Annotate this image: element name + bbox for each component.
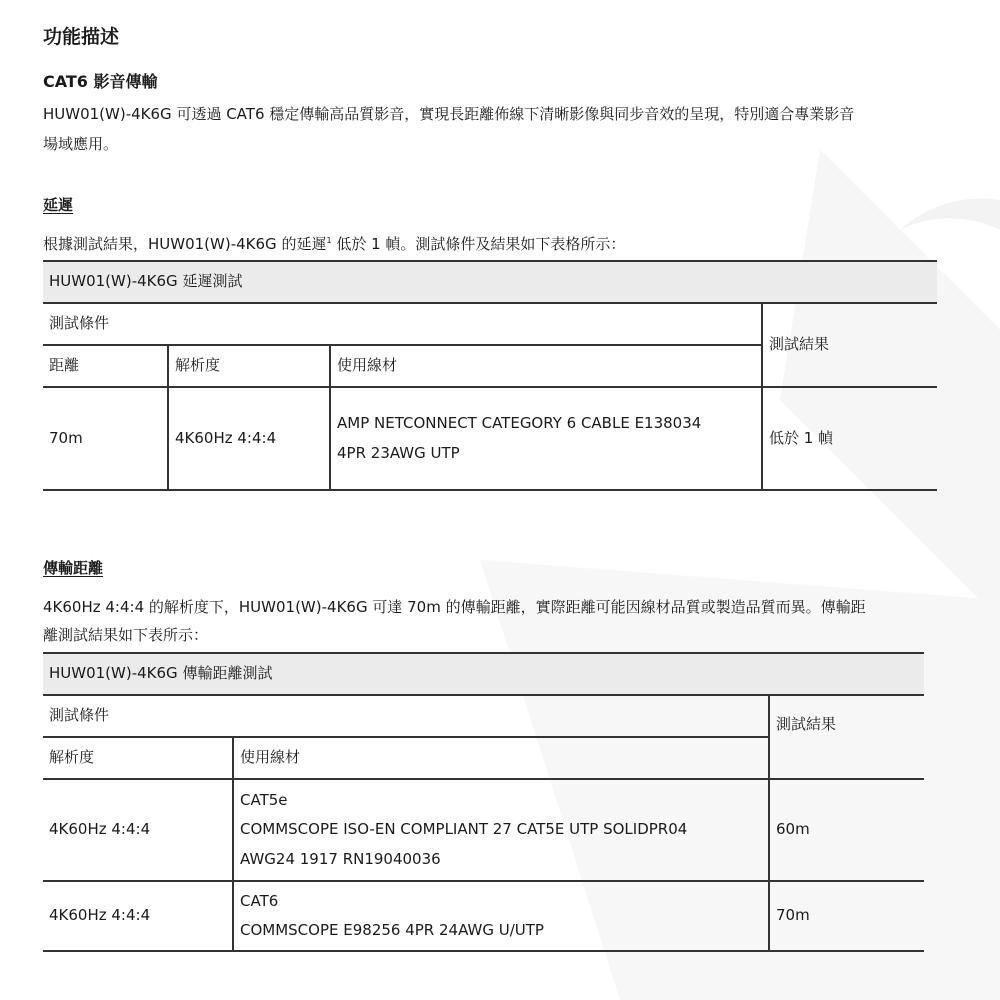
latency-cable-line1: AMP NETCONNECT CATEGORY 6 CABLE E138034 <box>337 414 702 433</box>
distance-row1-resolution: 4K60Hz 4:4:4 <box>43 779 233 881</box>
distance-row2-cable <box>233 881 769 951</box>
latency-result-header: 測試結果 <box>762 303 937 387</box>
distance-table-title: HUW01(W)-4K6G 傳輸距離測試 <box>43 653 924 695</box>
distance-row2-cable-line1: CAT6 <box>240 891 279 910</box>
page-title: 功能描述 <box>43 26 120 48</box>
latency-intro-a: 根據測試結果，HUW01(W)-4K6G 的延遲 <box>43 235 327 253</box>
distance-col-resolution: 解析度 <box>43 737 233 779</box>
latency-intro-b: 低於 1 幀。測試條件及結果如下表格所示： <box>331 235 626 253</box>
distance-row1-result: 60m <box>769 779 924 881</box>
section-heading-cat6: CAT6 影音傳輸 <box>43 72 158 91</box>
distance-row1-cable-line2: COMMSCOPE ISO-EN COMPLIANT 27 CAT5E UTP SOLIDPR04 <box>240 820 688 839</box>
latency-col-cable: 使用線材 <box>330 345 762 387</box>
distance-row1-cable-line3: AWG24 1917 RN19040036 <box>240 849 441 868</box>
latency-table <box>43 260 937 491</box>
latency-row-cable <box>330 387 762 490</box>
distance-paragraph-line2: 離測試結果如下表所示： <box>43 626 209 644</box>
distance-table <box>43 652 924 952</box>
latency-col-distance: 距離 <box>43 345 168 387</box>
latency-row-resolution: 4K60Hz 4:4:4 <box>168 387 330 490</box>
distance-row2-cable-line2: COMMSCOPE E98256 4PR 24AWG U/UTP <box>240 921 544 939</box>
cat6-paragraph-line2: 場域應用。 <box>43 135 119 153</box>
latency-col-resolution: 解析度 <box>168 345 330 387</box>
distance-row2-resolution: 4K60Hz 4:4:4 <box>43 881 233 951</box>
cat6-paragraph-line1: HUW01(W)-4K6G 可透過 CAT6 穩定傳輸高品質影音，實現長距離佈線下清晰影像與同步音效的呈現，特別適合專業影音 <box>43 105 855 123</box>
distance-row1-cable <box>233 779 769 881</box>
section-heading-latency: 延遲 <box>43 196 74 214</box>
latency-table-title: HUW01(W)-4K6G 延遲測試 <box>43 261 937 303</box>
latency-row-result: 低於 1 幀 <box>762 387 937 490</box>
footnote-marker: 1 <box>326 236 332 245</box>
distance-paragraph-line1: 4K60Hz 4:4:4 的解析度下，HUW01(W)-4K6G 可達 70m 的傳輸距離，實際距離可能因線材品質或製造品質而異。傳輸距 <box>43 598 866 616</box>
distance-row1-cable-line1: CAT5e <box>240 791 288 810</box>
section-heading-distance: 傳輸距離 <box>43 559 104 577</box>
distance-result-header: 測試結果 <box>769 695 924 779</box>
latency-intro <box>43 237 625 252</box>
latency-cable-line2: 4PR 23AWG UTP <box>337 443 460 462</box>
distance-row2-result: 70m <box>769 881 924 951</box>
distance-conditions-label: 測試條件 <box>43 695 769 737</box>
latency-conditions-label: 測試條件 <box>43 303 762 345</box>
distance-col-cable: 使用線材 <box>233 737 769 779</box>
latency-row-distance: 70m <box>43 387 168 490</box>
